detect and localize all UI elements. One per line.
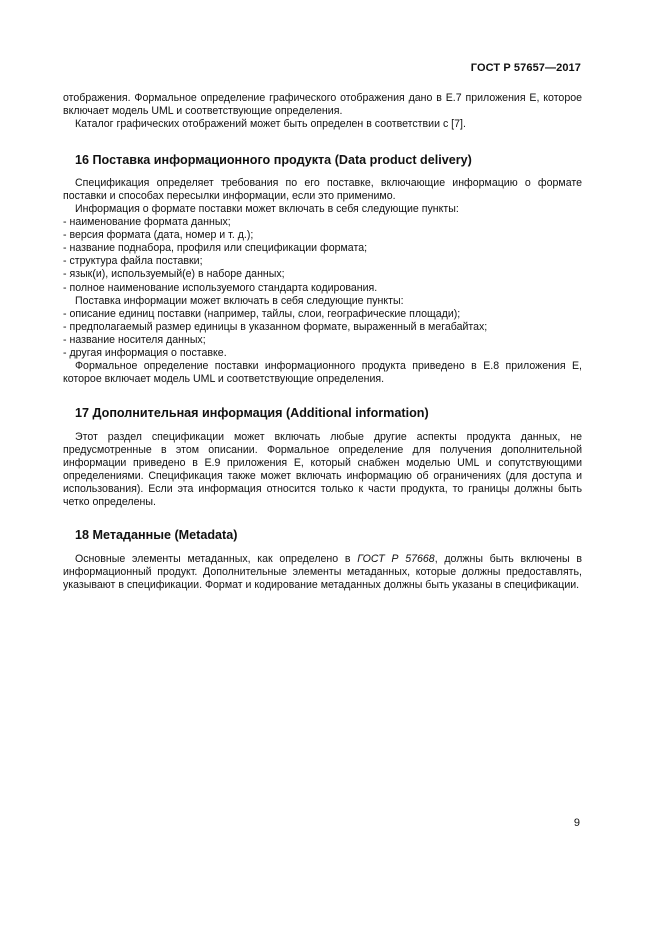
format-list xyxy=(63,216,582,294)
standard-reference: ГОСТ Р 57668 xyxy=(357,553,435,566)
section-16-paragraph-3: Поставка информации может включать в себя следующие пункты: xyxy=(75,294,404,307)
section-16-heading: 16 Поставка информационного продукта (Data product delivery) xyxy=(75,153,472,168)
text-span: , должны быть включены в информационный продукт. Дополнительные элементы метаданных, которые должны предоставлять, указывают в спецификации. Формат и кодирование метаданных должны быть указаны в спецификации. xyxy=(63,553,582,592)
section-16-paragraph-4: Формальное определение поставки информационного продукта приведено в Е.8 приложения Е, которое включает модель UML и соответствующие определения. xyxy=(63,359,582,385)
list-item: - наименование формата данных; xyxy=(63,216,231,229)
list-item: - предполагаемый размер единицы в указанном формате, выраженный в мегабайтах; xyxy=(63,320,488,333)
page-content xyxy=(63,92,582,592)
section-16-paragraph-2: Информация о формате поставки может включать в себя следующие пункты: xyxy=(75,203,459,216)
intro-paragraph-1: отображения. Формальное определение графического отображения дано в Е.7 приложения Е, которое включает модель UML и соответствующие определения. xyxy=(63,92,582,118)
list-item: - версия формата (дата, номер и т. д.); xyxy=(63,229,254,242)
section-18-paragraph-1 xyxy=(63,553,582,592)
text-span: Основные элементы метаданных, как определено в xyxy=(75,553,358,566)
list-item: - структура файла поставки; xyxy=(63,255,203,268)
list-item: - название поднабора, профиля или спецификации формата; xyxy=(63,242,368,255)
section-17-paragraph-1: Этот раздел спецификации может включать любые другие аспекты продукта данных, не предусмотренные в этом описании. Формальное определение для получения дополнительной информации приведено в Е.9 приложения Е, который снабжен моделью UML и сопутствующими определениями. Спецификация также может включать информацию об ограничениях (для доступа и использования). Если эта информация относится только к части продукта, то границы должны быть четко определены. xyxy=(63,430,582,509)
intro-paragraph-2: Каталог графических отображений может быть определен в соответствии с [7]. xyxy=(75,118,466,131)
document-id-header: ГОСТ Р 57657—2017 xyxy=(470,62,581,74)
list-item: - название носителя данных; xyxy=(63,333,206,346)
list-item: - язык(и), используемый(е) в наборе данных; xyxy=(63,268,285,281)
delivery-list xyxy=(63,308,582,360)
list-item: - другая информация о поставке. xyxy=(63,346,227,359)
list-item: - описание единиц поставки (например, тайлы, слои, географические площади); xyxy=(63,307,461,320)
section-18-heading: 18 Метаданные (Metadata) xyxy=(75,528,238,543)
page-number: 9 xyxy=(573,817,580,829)
section-16-paragraph-1: Спецификация определяет требования по его поставке, включающие информацию о формате поставки и способах пересылки информации, если это применимо. xyxy=(63,177,582,203)
list-item: - полное наименование используемого стандарта кодирования. xyxy=(63,281,378,294)
section-17-heading: 17 Дополнительная информация (Additional information) xyxy=(75,405,429,420)
